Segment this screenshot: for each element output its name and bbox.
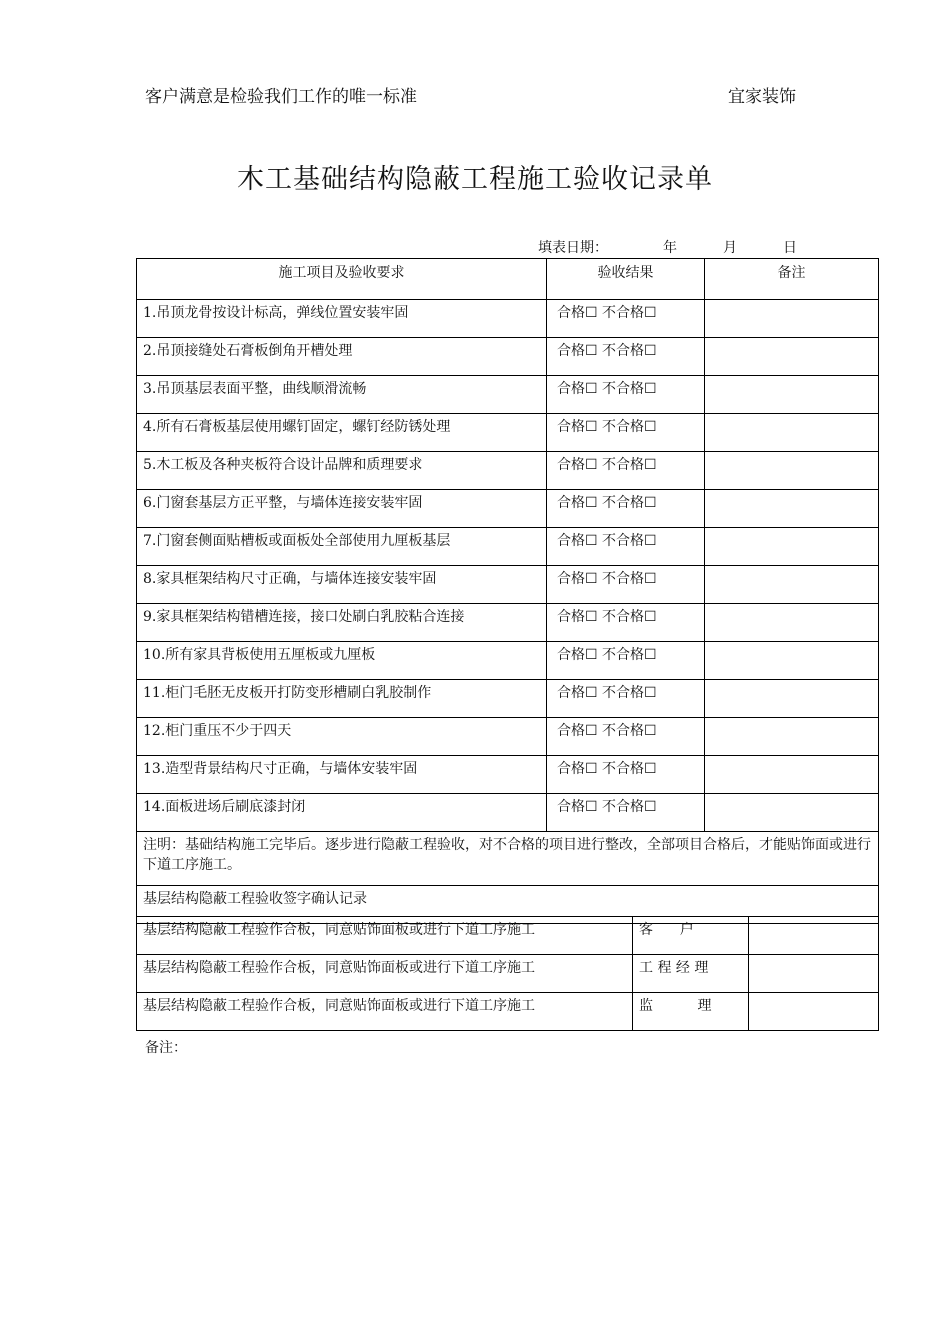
item-remark-cell[interactable] bbox=[705, 642, 879, 680]
signature-row bbox=[137, 917, 879, 955]
table-row bbox=[137, 566, 879, 604]
note-row bbox=[137, 832, 879, 886]
item-remark-cell[interactable] bbox=[705, 794, 879, 832]
item-remark-cell[interactable] bbox=[705, 376, 879, 414]
result-checkboxes[interactable]: 合格☐ 不合格☐ bbox=[547, 376, 705, 414]
fill-date-year: 年 bbox=[663, 240, 677, 256]
table-row bbox=[137, 604, 879, 642]
result-checkboxes[interactable]: 合格☐ 不合格☐ bbox=[547, 680, 705, 718]
signature-role: 工 程 经 理 bbox=[633, 955, 749, 993]
item-remark-cell[interactable] bbox=[705, 414, 879, 452]
signature-row bbox=[137, 955, 879, 993]
sign-title: 基层结构隐蔽工程验收签字确认记录 bbox=[137, 886, 879, 924]
table-row bbox=[137, 414, 879, 452]
table-row bbox=[137, 452, 879, 490]
header-remark: 备注 bbox=[705, 259, 879, 300]
table-row bbox=[137, 680, 879, 718]
result-checkboxes[interactable]: 合格☐ 不合格☐ bbox=[547, 604, 705, 642]
header-result: 验收结果 bbox=[547, 259, 705, 300]
item-remark-cell[interactable] bbox=[705, 490, 879, 528]
item-remark-cell[interactable] bbox=[705, 452, 879, 490]
signature-role: 客 户 bbox=[633, 917, 749, 955]
result-checkboxes[interactable]: 合格☐ 不合格☐ bbox=[547, 794, 705, 832]
remark-label: 备注： bbox=[145, 1040, 187, 1056]
item-requirement: 5.木工板及各种夹板符合设计品牌和质理要求 bbox=[137, 452, 547, 490]
item-requirement: 12.柜门重压不少于四天 bbox=[137, 718, 547, 756]
header-slogan: 客户满意是检验我们工作的唯一标准 bbox=[145, 87, 417, 107]
table-row bbox=[137, 376, 879, 414]
item-requirement: 6.门窗套基层方正平整，与墙体连接安装牢固 bbox=[137, 490, 547, 528]
item-requirement: 3.吊顶基层表面平整，曲线顺滑流畅 bbox=[137, 376, 547, 414]
fill-date-day: 日 bbox=[783, 240, 797, 256]
item-remark-cell[interactable] bbox=[705, 604, 879, 642]
item-requirement: 7.门窗套侧面贴槽板或面板处全部使用九厘板基层 bbox=[137, 528, 547, 566]
item-remark-cell[interactable] bbox=[705, 680, 879, 718]
fill-date-label: 填表日期： bbox=[538, 240, 608, 256]
table-row bbox=[137, 528, 879, 566]
item-remark-cell[interactable] bbox=[705, 566, 879, 604]
result-checkboxes[interactable]: 合格☐ 不合格☐ bbox=[547, 414, 705, 452]
fill-date bbox=[538, 237, 797, 257]
result-checkboxes[interactable]: 合格☐ 不合格☐ bbox=[547, 300, 705, 338]
result-checkboxes[interactable]: 合格☐ 不合格☐ bbox=[547, 566, 705, 604]
signature-field[interactable] bbox=[749, 955, 879, 993]
signature-text: 基层结构隐蔽工程验作合板，同意贴饰面板或进行下道工序施工 bbox=[137, 993, 633, 1031]
note-text: 注明：基础结构施工完毕后。逐步进行隐蔽工程验收，对不合格的项目进行整改，全部项目合格后，才能贴饰面或进行下道工序施工。 bbox=[137, 832, 879, 886]
item-requirement: 9.家具框架结构错槽连接，接口处刷白乳胶粘合连接 bbox=[137, 604, 547, 642]
item-requirement: 14.面板进场后刷底漆封闭 bbox=[137, 794, 547, 832]
page-title: 木工基础结构隐蔽工程施工验收记录单 bbox=[237, 164, 713, 195]
signature-text: 基层结构隐蔽工程验作合板，同意贴饰面板或进行下道工序施工 bbox=[137, 955, 633, 993]
signature-field[interactable] bbox=[749, 917, 879, 955]
item-requirement: 8.家具框架结构尺寸正确，与墙体连接安装牢固 bbox=[137, 566, 547, 604]
inspection-table bbox=[136, 258, 879, 924]
signature-field[interactable] bbox=[749, 993, 879, 1031]
table-row bbox=[137, 718, 879, 756]
result-checkboxes[interactable]: 合格☐ 不合格☐ bbox=[547, 642, 705, 680]
item-remark-cell[interactable] bbox=[705, 756, 879, 794]
item-requirement: 2.吊顶接缝处石膏板倒角开槽处理 bbox=[137, 338, 547, 376]
table-row bbox=[137, 756, 879, 794]
item-remark-cell[interactable] bbox=[705, 300, 879, 338]
fill-date-month: 月 bbox=[723, 240, 737, 256]
table-row bbox=[137, 490, 879, 528]
result-checkboxes[interactable]: 合格☐ 不合格☐ bbox=[547, 718, 705, 756]
result-checkboxes[interactable]: 合格☐ 不合格☐ bbox=[547, 490, 705, 528]
item-requirement: 10.所有家具背板使用五厘板或九厘板 bbox=[137, 642, 547, 680]
item-remark-cell[interactable] bbox=[705, 718, 879, 756]
item-requirement: 4.所有石膏板基层使用螺钉固定，螺钉经防锈处理 bbox=[137, 414, 547, 452]
table-row bbox=[137, 794, 879, 832]
item-remark-cell[interactable] bbox=[705, 338, 879, 376]
item-requirement: 13.造型背景结构尺寸正确，与墙体安装牢固 bbox=[137, 756, 547, 794]
result-checkboxes[interactable]: 合格☐ 不合格☐ bbox=[547, 528, 705, 566]
header-item: 施工项目及验收要求 bbox=[137, 259, 547, 300]
result-checkboxes[interactable]: 合格☐ 不合格☐ bbox=[547, 338, 705, 376]
table-row bbox=[137, 338, 879, 376]
signature-row bbox=[137, 993, 879, 1031]
item-requirement: 1.吊顶龙骨按设计标高，弹线位置安装牢固 bbox=[137, 300, 547, 338]
table-row bbox=[137, 300, 879, 338]
table-row bbox=[137, 642, 879, 680]
table-header-row bbox=[137, 259, 879, 300]
result-checkboxes[interactable]: 合格☐ 不合格☐ bbox=[547, 756, 705, 794]
result-checkboxes[interactable]: 合格☐ 不合格☐ bbox=[547, 452, 705, 490]
item-requirement: 11.柜门毛胚无皮板开打防变形槽刷白乳胶制作 bbox=[137, 680, 547, 718]
signature-text: 基层结构隐蔽工程验作合板，同意贴饰面板或进行下道工序施工 bbox=[137, 917, 633, 955]
header-brand: 宜家装饰 bbox=[728, 87, 796, 107]
item-remark-cell[interactable] bbox=[705, 528, 879, 566]
signature-role: 监 理 bbox=[633, 993, 749, 1031]
signature-table bbox=[136, 916, 879, 1031]
